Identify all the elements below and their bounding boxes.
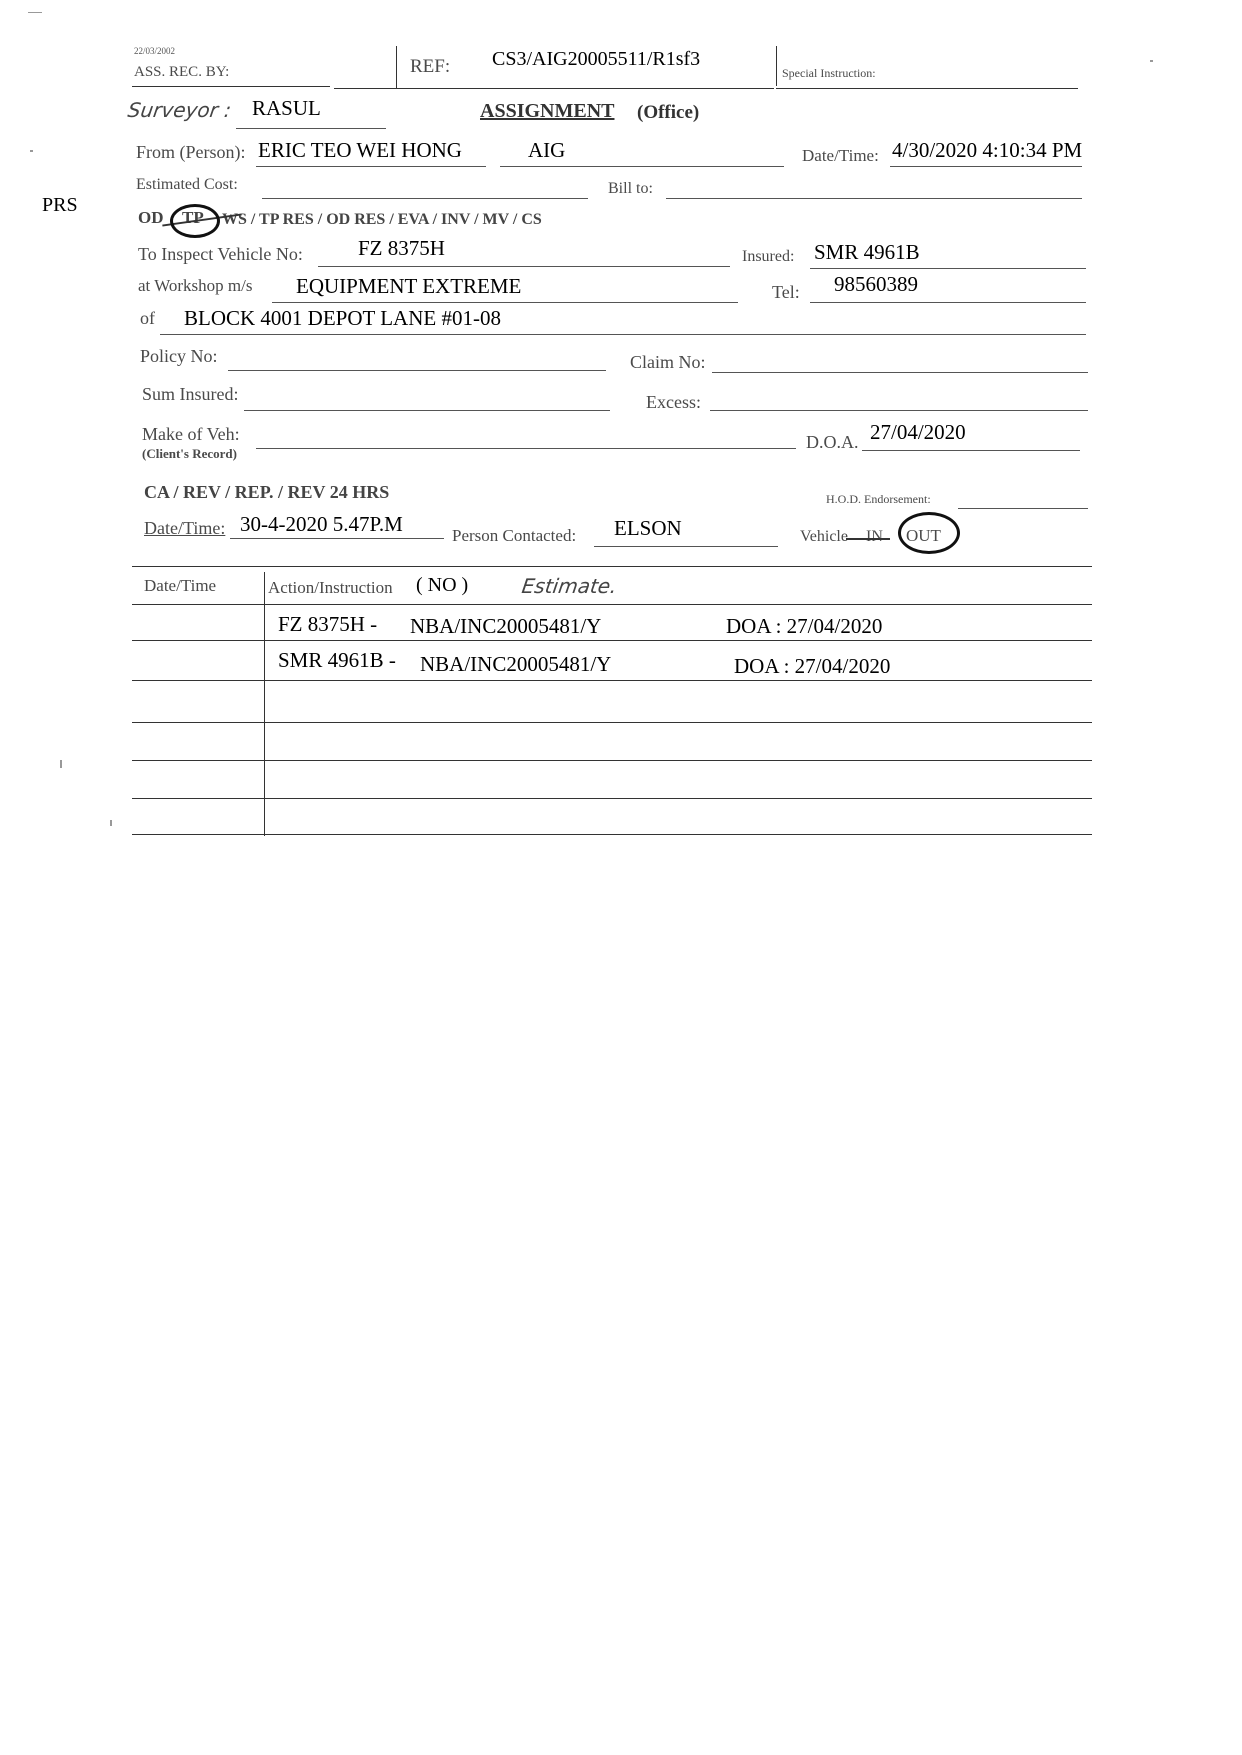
scan-speck	[110, 820, 112, 826]
table-bottom-line	[132, 834, 1092, 835]
header-divider-right	[776, 46, 777, 86]
from-datetime-value: 4/30/2020 4:10:34 PM	[892, 138, 1083, 162]
tel-line	[810, 302, 1086, 303]
vehicle-out-option: OUT	[906, 526, 941, 545]
row-1-vehicle: FZ 8375H -	[278, 612, 378, 636]
table-header-datetime: Date/Time	[144, 576, 217, 595]
table-column-divider	[264, 572, 265, 836]
vehicle-in-option: IN	[866, 528, 883, 545]
scan-speck	[1150, 60, 1153, 62]
address-line	[160, 334, 1086, 335]
hod-endorsement-label: H.O.D. Endorsement:	[826, 492, 931, 506]
vehicle-in-strike	[846, 538, 890, 540]
make-of-veh-line	[256, 448, 796, 449]
inspect-vehicle-value: FZ 8375H	[358, 236, 445, 260]
bill-to-line	[666, 198, 1082, 199]
inspect-vehicle-label: To Inspect Vehicle No:	[138, 244, 303, 264]
claim-no-label: Claim No:	[630, 352, 706, 372]
address-value: BLOCK 4001 DEPOT LANE #01-08	[184, 306, 501, 330]
make-of-veh-label: Make of Veh:	[142, 424, 240, 444]
ass-rec-by-label: ASS. REC. BY:	[134, 64, 230, 80]
insured-line	[810, 268, 1086, 269]
ass-rec-by-line	[132, 86, 330, 87]
special-instruction-label: Special Instruction:	[782, 66, 876, 80]
excess-label: Excess:	[646, 392, 701, 412]
handwritten-estimate: Estimate.	[520, 574, 619, 598]
special-instruction-line	[776, 88, 1078, 89]
policy-no-label: Policy No:	[140, 346, 218, 366]
side-label-prs: PRS	[42, 194, 78, 216]
ref-line	[334, 88, 774, 89]
scan-speck	[30, 150, 33, 152]
insured-value: SMR 4961B	[814, 240, 920, 264]
bill-to-label: Bill to:	[608, 180, 653, 197]
estimated-cost-line	[262, 198, 588, 199]
table-header-action: Action/Instruction	[268, 578, 393, 597]
person-contacted-value: ELSON	[614, 516, 682, 540]
table-header-line	[132, 604, 1092, 605]
row-2-doa: DOA : 27/04/2020	[734, 654, 891, 678]
contact-datetime-line	[230, 538, 444, 539]
sum-insured-label: Sum Insured:	[142, 384, 239, 404]
table-row-line	[132, 640, 1092, 641]
doa-line	[862, 450, 1080, 451]
make-of-veh-sublabel: (Client's Record)	[142, 446, 237, 461]
from-company-line	[500, 166, 784, 167]
from-datetime-label: Date/Time:	[802, 146, 879, 165]
contact-datetime-value: 30-4-2020 5.47P.M	[240, 512, 403, 536]
category-list: WS / TP RES / OD RES / EVA / INV / MV / CS	[222, 211, 542, 228]
ref-label: REF:	[410, 56, 451, 77]
category-tp: TP	[182, 208, 204, 227]
surveyor-value: RASUL	[252, 96, 321, 120]
table-row-line	[132, 680, 1092, 681]
vehicle-out-circle	[898, 512, 960, 554]
tel-value: 98560389	[834, 272, 918, 296]
claim-no-line	[712, 372, 1088, 373]
surveyor-label: Surveyor :	[126, 98, 233, 122]
header-divider-left	[396, 46, 397, 88]
table-row-line	[132, 798, 1092, 799]
tp-selected-circle	[170, 204, 220, 238]
doa-label: D.O.A.	[806, 432, 859, 452]
contact-datetime-label: Date/Time:	[144, 518, 226, 538]
ca-rev-rep-options: CA / REV / REP. / REV 24 HRS	[144, 482, 390, 502]
handwritten-no: ( NO )	[416, 574, 469, 596]
workshop-line	[272, 302, 738, 303]
table-top-line	[132, 566, 1092, 567]
address-label: of	[140, 308, 155, 328]
row-1-ref: NBA/INC20005481/Y	[410, 614, 602, 638]
form-title-sub: (Office)	[637, 102, 700, 123]
row-1-doa: DOA : 27/04/2020	[726, 614, 883, 638]
ref-value: CS3/AIG20005511/R1sf3	[492, 48, 701, 70]
estimated-cost-label: Estimated Cost:	[136, 176, 238, 193]
inspect-vehicle-line	[318, 266, 730, 267]
row-2-ref: NBA/INC20005481/Y	[420, 652, 612, 676]
person-contacted-line	[594, 546, 778, 547]
from-person-line	[256, 166, 486, 167]
workshop-label: at Workshop m/s	[138, 276, 253, 295]
from-company-value: AIG	[528, 138, 566, 162]
person-contacted-label: Person Contacted:	[452, 526, 577, 545]
doa-value: 27/04/2020	[870, 420, 966, 444]
category-od: OD	[138, 208, 164, 227]
scan-speck	[28, 12, 42, 13]
table-row-line	[132, 760, 1092, 761]
scan-speck	[60, 760, 62, 768]
insured-label: Insured:	[742, 248, 795, 265]
from-person-value: ERIC TEO WEI HONG	[258, 138, 462, 162]
from-person-label: From (Person):	[136, 142, 246, 162]
sum-insured-line	[244, 410, 610, 411]
form-title: ASSIGNMENT	[480, 100, 615, 122]
table-row-line	[132, 722, 1092, 723]
from-datetime-line	[890, 166, 1082, 167]
workshop-value: EQUIPMENT EXTREME	[296, 274, 522, 298]
excess-line	[710, 410, 1088, 411]
vehicle-label: Vehicle	[800, 528, 848, 545]
tel-label: Tel:	[772, 282, 800, 302]
surveyor-line	[236, 128, 386, 129]
small-date: 22/03/2002	[134, 46, 176, 56]
hod-endorsement-line	[958, 508, 1088, 509]
policy-no-line	[228, 370, 606, 371]
row-2-vehicle: SMR 4961B -	[278, 648, 396, 672]
